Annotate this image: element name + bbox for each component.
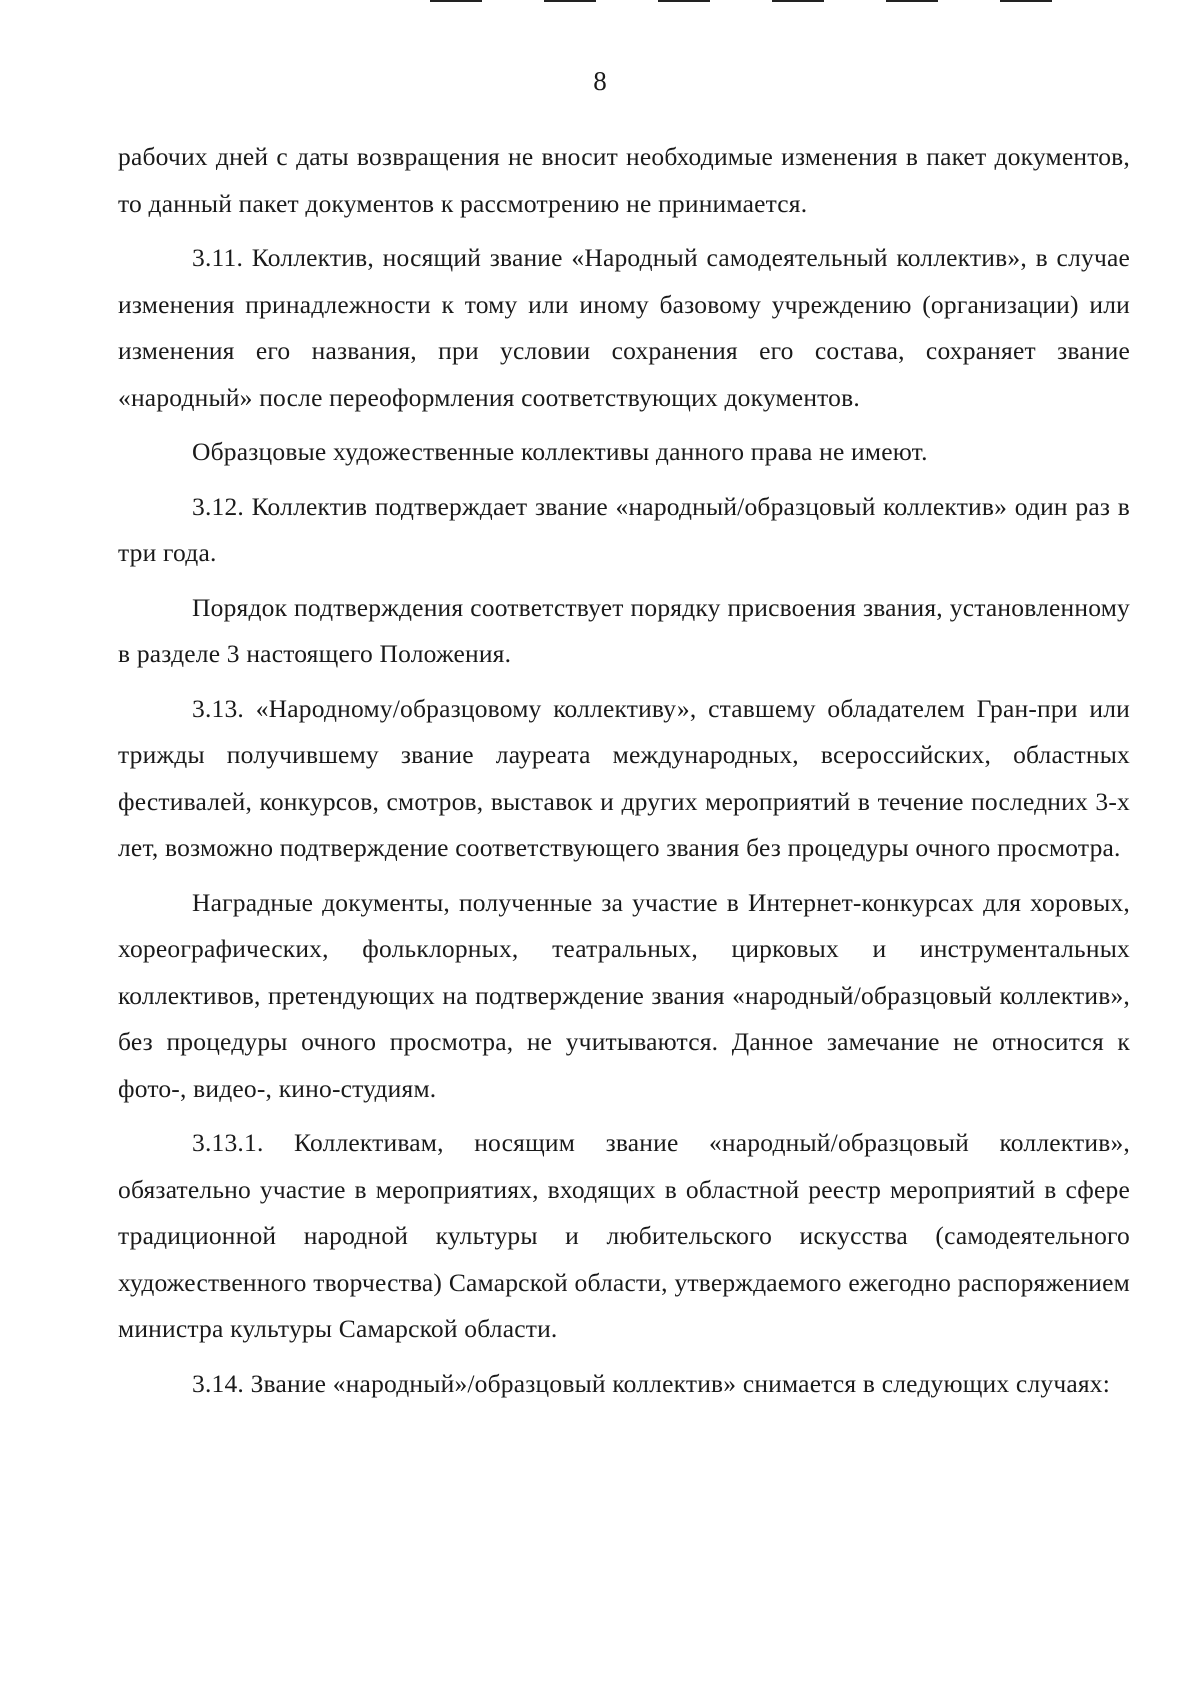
paragraph-3-11: 3.11. Коллектив, носящий звание «Народный самодеятельный коллектив», в случае изменения принадлежности к тому или иному базовому учреждению (организации) или изменения его названия, при условии сохранения его состава, сохраняет звание «народный» после переоформления соответствующих документов. bbox=[118, 243, 1130, 412]
paragraph-continuation: рабочих дней с даты возвращения не вносит необходимые изменения в пакет документов, то данный пакет документов к рассмотрению не принимается. bbox=[118, 142, 1130, 218]
paragraph-3-13-1: 3.13.1. Коллективам, носящим звание «народный/образцовый коллектив», обязательно участие в мероприятиях, входящих в областной реестр мероприятий в сфере традиционной народной культуры и любительского искусства (самодеятельного художественного творчества) Самарской области, утверждаемого ежегодно распоряжением министра культуры Самарской области. bbox=[118, 1128, 1130, 1343]
paragraph-exemplary-note: Образцовые художественные коллективы данного права не имеют. bbox=[192, 437, 928, 466]
paragraph-3-14: 3.14. Звание «народный»/образцовый коллектив» снимается в следующих случаях: bbox=[192, 1368, 1111, 1398]
paragraph-3-13: 3.13. «Народному/образцовому коллективу», ставшему обладателем Гран-при или трижды получившему звание лауреата международных, всероссийских, областных фестивалей, конкурсов, смотров, выставок и других мероприятий в течение последних 3-х лет, возможно подтверждение соответствующего звания без процедуры очного просмотра. bbox=[118, 693, 1130, 862]
paragraph-3-12: 3.12. Коллектив подтверждает звание «народный/образцовый коллектив» один раз в три года. bbox=[118, 491, 1130, 567]
paragraph-confirmation-order: Порядок подтверждения соответствует порядку присвоения звания, установленному в разделе 3 настоящего Положения. bbox=[118, 592, 1130, 668]
page-number: 8 bbox=[593, 66, 607, 96]
top-scan-marks bbox=[0, 0, 1200, 6]
document-body bbox=[118, 134, 1130, 1415]
paragraph-award-documents: Наградные документы, полученные за участие в Интернет-конкурсах для хоровых, хореографических, фольклорных, театральных, цирковых и инструментальных коллективов, претендующих на подтверждение звания «народный/образцовый коллектив», без процедуры очного просмотра, не учитываются. Данное замечание не относится к фото-, видео-, кино-студиям. bbox=[118, 887, 1130, 1103]
